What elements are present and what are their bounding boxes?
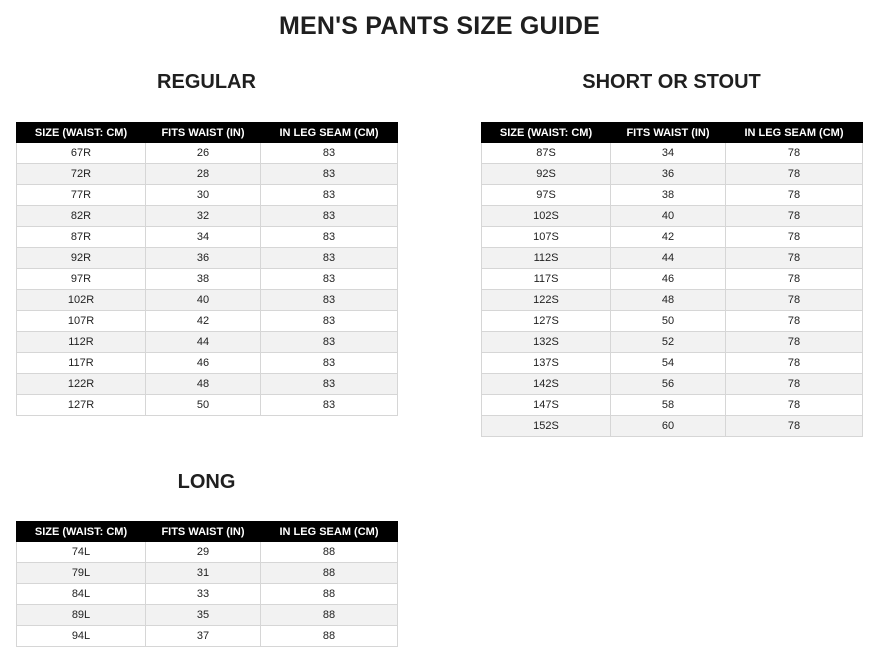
column-header-size: SIZE (WAIST: CM) (17, 123, 146, 143)
fits-waist-cell: 36 (146, 248, 261, 269)
size-cell: 87S (482, 143, 611, 164)
fits-waist-cell: 56 (611, 374, 726, 395)
column-header-fits-waist: FITS WAIST (IN) (146, 123, 261, 143)
table-row (17, 584, 398, 605)
in-leg-seam-cell: 83 (261, 269, 398, 290)
in-leg-seam-cell: 83 (261, 353, 398, 374)
size-cell: 127R (17, 395, 146, 416)
size-cell: 84L (17, 584, 146, 605)
table-row (17, 248, 398, 269)
in-leg-seam-cell: 88 (261, 626, 398, 647)
table-row (17, 164, 398, 185)
in-leg-seam-cell: 78 (726, 374, 863, 395)
size-cell: 152S (482, 416, 611, 437)
in-leg-seam-cell: 78 (726, 332, 863, 353)
table-row (17, 374, 398, 395)
table-header-row (17, 522, 398, 542)
size-cell: 117S (482, 269, 611, 290)
table-row (482, 227, 863, 248)
table-row (17, 185, 398, 206)
in-leg-seam-cell: 83 (261, 164, 398, 185)
table-row (482, 311, 863, 332)
size-cell: 147S (482, 395, 611, 416)
fits-waist-cell: 40 (146, 290, 261, 311)
fits-waist-cell: 34 (146, 227, 261, 248)
table-row (482, 164, 863, 185)
in-leg-seam-cell: 78 (726, 206, 863, 227)
fits-waist-cell: 33 (146, 584, 261, 605)
column-header-size: SIZE (WAIST: CM) (17, 522, 146, 542)
size-cell: 82R (17, 206, 146, 227)
table-row (482, 248, 863, 269)
table-row (17, 626, 398, 647)
in-leg-seam-cell: 83 (261, 290, 398, 311)
fits-waist-cell: 42 (146, 311, 261, 332)
page-title: MEN'S PANTS SIZE GUIDE (278, 12, 601, 40)
table-row (482, 353, 863, 374)
column-header-in-leg-seam: IN LEG SEAM (CM) (726, 123, 863, 143)
fits-waist-cell: 42 (611, 227, 726, 248)
in-leg-seam-cell: 88 (261, 584, 398, 605)
in-leg-seam-cell: 83 (261, 395, 398, 416)
fits-waist-cell: 46 (146, 353, 261, 374)
in-leg-seam-cell: 83 (261, 143, 398, 164)
size-cell: 89L (17, 605, 146, 626)
size-cell: 142S (482, 374, 611, 395)
in-leg-seam-cell: 83 (261, 332, 398, 353)
size-cell: 102S (482, 206, 611, 227)
table-row (17, 395, 398, 416)
size-cell: 127S (482, 311, 611, 332)
size-cell: 112S (482, 248, 611, 269)
fits-waist-cell: 48 (146, 374, 261, 395)
in-leg-seam-cell: 83 (261, 206, 398, 227)
size-cell: 97S (482, 185, 611, 206)
table-row (482, 395, 863, 416)
in-leg-seam-cell: 78 (726, 269, 863, 290)
size-cell: 112R (17, 332, 146, 353)
fits-waist-cell: 52 (611, 332, 726, 353)
in-leg-seam-cell: 78 (726, 185, 863, 206)
size-cell: 132S (482, 332, 611, 353)
fits-waist-cell: 38 (611, 185, 726, 206)
table-row (17, 563, 398, 584)
long-section-title: LONG (177, 471, 236, 493)
table-row (17, 206, 398, 227)
fits-waist-cell: 37 (146, 626, 261, 647)
fits-waist-cell: 38 (146, 269, 261, 290)
in-leg-seam-cell: 78 (726, 416, 863, 437)
table-row (17, 311, 398, 332)
in-leg-seam-cell: 78 (726, 290, 863, 311)
short-stout-section (481, 70, 862, 437)
fits-waist-cell: 44 (146, 332, 261, 353)
fits-waist-cell: 40 (611, 206, 726, 227)
in-leg-seam-cell: 83 (261, 311, 398, 332)
in-leg-seam-cell: 83 (261, 227, 398, 248)
table-row (17, 290, 398, 311)
column-header-in-leg-seam: IN LEG SEAM (CM) (261, 522, 398, 542)
table-row (482, 269, 863, 290)
size-cell: 67R (17, 143, 146, 164)
long-size-table (16, 521, 398, 647)
table-row (482, 143, 863, 164)
column-header-in-leg-seam: IN LEG SEAM (CM) (261, 123, 398, 143)
short-stout-size-table (481, 122, 863, 437)
fits-waist-cell: 28 (146, 164, 261, 185)
in-leg-seam-cell: 78 (726, 395, 863, 416)
table-header-row (17, 123, 398, 143)
in-leg-seam-cell: 78 (726, 353, 863, 374)
in-leg-seam-cell: 83 (261, 185, 398, 206)
in-leg-seam-cell: 88 (261, 542, 398, 563)
table-row (17, 143, 398, 164)
regular-section-title: REGULAR (157, 71, 256, 93)
size-cell: 87R (17, 227, 146, 248)
fits-waist-cell: 35 (146, 605, 261, 626)
fits-waist-cell: 50 (146, 395, 261, 416)
column-header-fits-waist: FITS WAIST (IN) (611, 123, 726, 143)
size-cell: 74L (17, 542, 146, 563)
fits-waist-cell: 32 (146, 206, 261, 227)
size-cell: 77R (17, 185, 146, 206)
table-row (482, 206, 863, 227)
column-header-size: SIZE (WAIST: CM) (482, 123, 611, 143)
size-cell: 72R (17, 164, 146, 185)
size-cell: 122R (17, 374, 146, 395)
long-section (16, 470, 397, 647)
table-row (482, 185, 863, 206)
size-cell: 137S (482, 353, 611, 374)
table-row (17, 605, 398, 626)
fits-waist-cell: 44 (611, 248, 726, 269)
size-cell: 92R (17, 248, 146, 269)
column-header-fits-waist: FITS WAIST (IN) (146, 522, 261, 542)
table-row (17, 269, 398, 290)
size-cell: 122S (482, 290, 611, 311)
size-cell: 97R (17, 269, 146, 290)
size-cell: 117R (17, 353, 146, 374)
table-row (17, 353, 398, 374)
in-leg-seam-cell: 78 (726, 164, 863, 185)
fits-waist-cell: 30 (146, 185, 261, 206)
table-row (17, 332, 398, 353)
size-cell: 94L (17, 626, 146, 647)
table-row (482, 290, 863, 311)
in-leg-seam-cell: 88 (261, 563, 398, 584)
table-row (482, 332, 863, 353)
fits-waist-cell: 54 (611, 353, 726, 374)
in-leg-seam-cell: 78 (726, 311, 863, 332)
fits-waist-cell: 58 (611, 395, 726, 416)
short-stout-section-title: SHORT OR STOUT (582, 71, 761, 93)
fits-waist-cell: 26 (146, 143, 261, 164)
in-leg-seam-cell: 83 (261, 248, 398, 269)
table-row (482, 416, 863, 437)
in-leg-seam-cell: 83 (261, 374, 398, 395)
regular-size-table (16, 122, 398, 416)
fits-waist-cell: 60 (611, 416, 726, 437)
regular-section (16, 70, 397, 416)
table-header-row (482, 123, 863, 143)
fits-waist-cell: 29 (146, 542, 261, 563)
size-cell: 107R (17, 311, 146, 332)
size-cell: 107S (482, 227, 611, 248)
size-cell: 92S (482, 164, 611, 185)
table-row (17, 227, 398, 248)
fits-waist-cell: 36 (611, 164, 726, 185)
fits-waist-cell: 34 (611, 143, 726, 164)
fits-waist-cell: 31 (146, 563, 261, 584)
fits-waist-cell: 48 (611, 290, 726, 311)
in-leg-seam-cell: 78 (726, 248, 863, 269)
in-leg-seam-cell: 78 (726, 227, 863, 248)
in-leg-seam-cell: 88 (261, 605, 398, 626)
fits-waist-cell: 46 (611, 269, 726, 290)
in-leg-seam-cell: 78 (726, 143, 863, 164)
table-row (482, 374, 863, 395)
table-row (17, 542, 398, 563)
size-cell: 102R (17, 290, 146, 311)
size-cell: 79L (17, 563, 146, 584)
fits-waist-cell: 50 (611, 311, 726, 332)
